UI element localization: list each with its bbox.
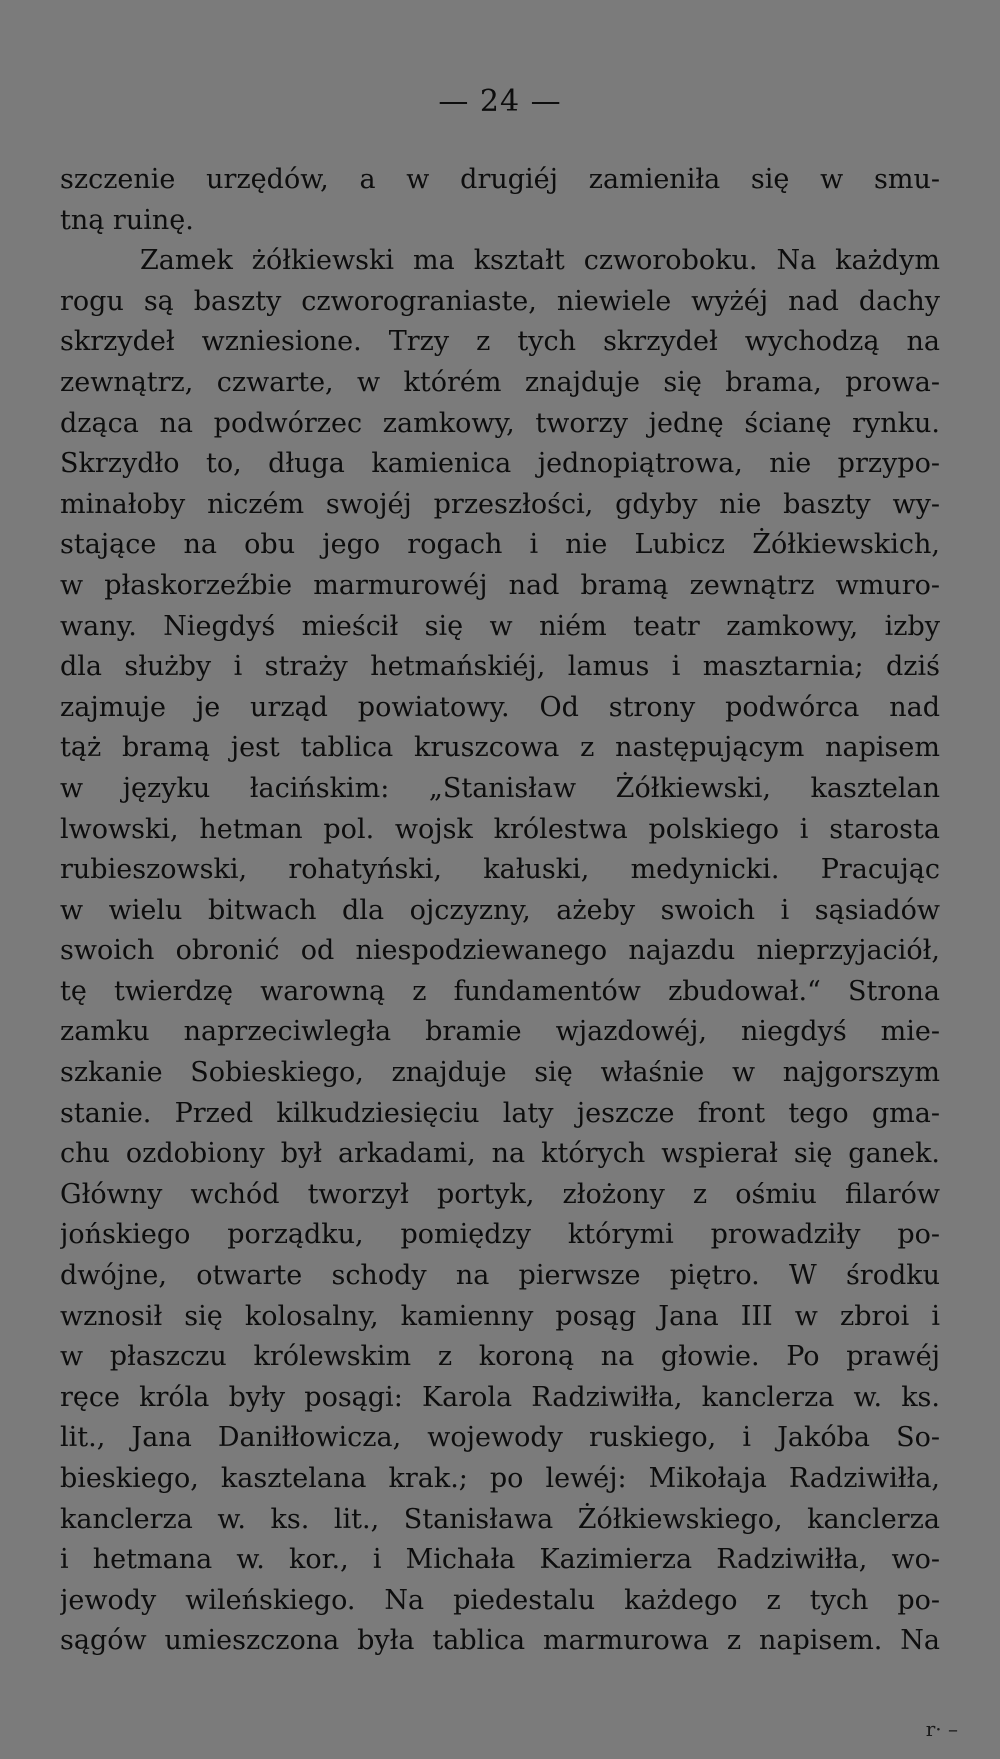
text-line: dwójne, otwarte schody na pierwsze piętro. W środku xyxy=(60,1260,940,1292)
text-line: lit., Jana Daniłłowicza, wojewody ruskiego, i Jakóba So- xyxy=(60,1422,940,1454)
text-line: szczenie urzędów, a w drugiéj zamieniła się w smu- xyxy=(60,164,940,195)
text-line: ręce króla były posągi: Karola Radziwiłła, kanclerza w. ks. xyxy=(60,1381,940,1413)
text-line: w płaskorzeźbie marmurowéj nad bramą zewnątrz wmuro- xyxy=(60,569,940,601)
text-line: tną ruinę. xyxy=(60,204,194,236)
text-line: jewody wileńskiego. Na piedestalu każdego z tych po- xyxy=(60,1584,940,1616)
text-line: lwowski, hetman pol. wojsk królestwa polskiego i starosta xyxy=(60,813,940,845)
text-line: rubieszowski, rohatyński, kałuski, medynicki. Pracując xyxy=(60,854,940,886)
text-line: dla służby i straży hetmańskiéj, lamus i masztarnia; dziś xyxy=(60,651,940,683)
text-line: zamku naprzeciwległa bramie wjazdowéj, niegdyś mie- xyxy=(60,1016,940,1048)
body-text xyxy=(60,160,940,1662)
text-line: zewnątrz, czwarte, w którém znajduje się brama, prowa- xyxy=(60,366,940,398)
corner-mark: r· – xyxy=(925,1717,958,1741)
text-line: swoich obronić od niespodziewanego najazdu nieprzyjaciół, xyxy=(60,935,940,967)
text-line: minałoby niczém swojéj przeszłości, gdyby nie baszty wy- xyxy=(60,488,940,520)
text-line: sągów umieszczona była tablica marmurowa z napisem. Na xyxy=(60,1625,940,1657)
text-line: chu ozdobiony był arkadami, na których wspierał się ganek. xyxy=(60,1138,940,1170)
text-line: skrzydeł wzniesione. Trzy z tych skrzydeł wychodzą na xyxy=(60,326,940,358)
text-line: zajmuje je urząd powiatowy. Od strony podwórca nad xyxy=(60,691,940,723)
text-line: Zamek żółkiewski ma kształt czworoboku. Na każdym xyxy=(140,245,940,277)
text-line: bieskiego, kasztelana krak.; po lewéj: Mikołaja Radziwiłła, xyxy=(60,1463,940,1494)
text-line: wznosił się kolosalny, kamienny posąg Jana III w zbroi i xyxy=(60,1300,940,1332)
text-line: Główny wchód tworzył portyk, złożony z ośmiu filarów xyxy=(60,1178,940,1210)
text-line: jońskiego porządku, pomiędzy którymi prowadziły po- xyxy=(60,1219,940,1251)
text-line: rogu są baszty czworograniaste, niewiele wyżéj nad dachy xyxy=(60,285,940,317)
text-line: tąż bramą jest tablica kruszcowa z następującym napisem xyxy=(60,732,940,764)
text-line: dząca na podwórzec zamkowy, tworzy jednę ścianę rynku. xyxy=(60,407,940,439)
text-line: i hetmana w. kor., i Michała Kazimierza Radziwiłła, wo- xyxy=(60,1544,940,1576)
text-line: Skrzydło to, długa kamienica jednopiątrowa, nie przypo- xyxy=(60,448,940,480)
text-line: tę twierdzę warowną z fundamentów zbudował.“ Strona xyxy=(60,975,940,1007)
text-line: w języku łacińskim: „Stanisław Żółkiewski, kasztelan xyxy=(60,772,940,804)
text-line: kanclerza w. ks. lit., Stanisława Żółkiewskiego, kanclerza xyxy=(60,1503,940,1535)
text-line: w wielu bitwach dla ojczyzny, ażeby swoich i sąsiadów xyxy=(60,894,940,926)
text-line: stające na obu jego rogach i nie Lubicz Żółkiewskich, xyxy=(60,529,940,561)
text-line: szkanie Sobieskiego, znajduje się właśnie w najgorszym xyxy=(60,1057,940,1089)
text-line: wany. Niegdyś mieścił się w niém teatr zamkowy, izby xyxy=(60,610,940,642)
text-line: stanie. Przed kilkudziesięciu laty jeszcze front tego gma- xyxy=(60,1097,940,1129)
page-number: — 24 — xyxy=(438,84,562,119)
text-line: w płaszczu królewskim z koroną na głowie. Po prawéj xyxy=(60,1341,940,1373)
